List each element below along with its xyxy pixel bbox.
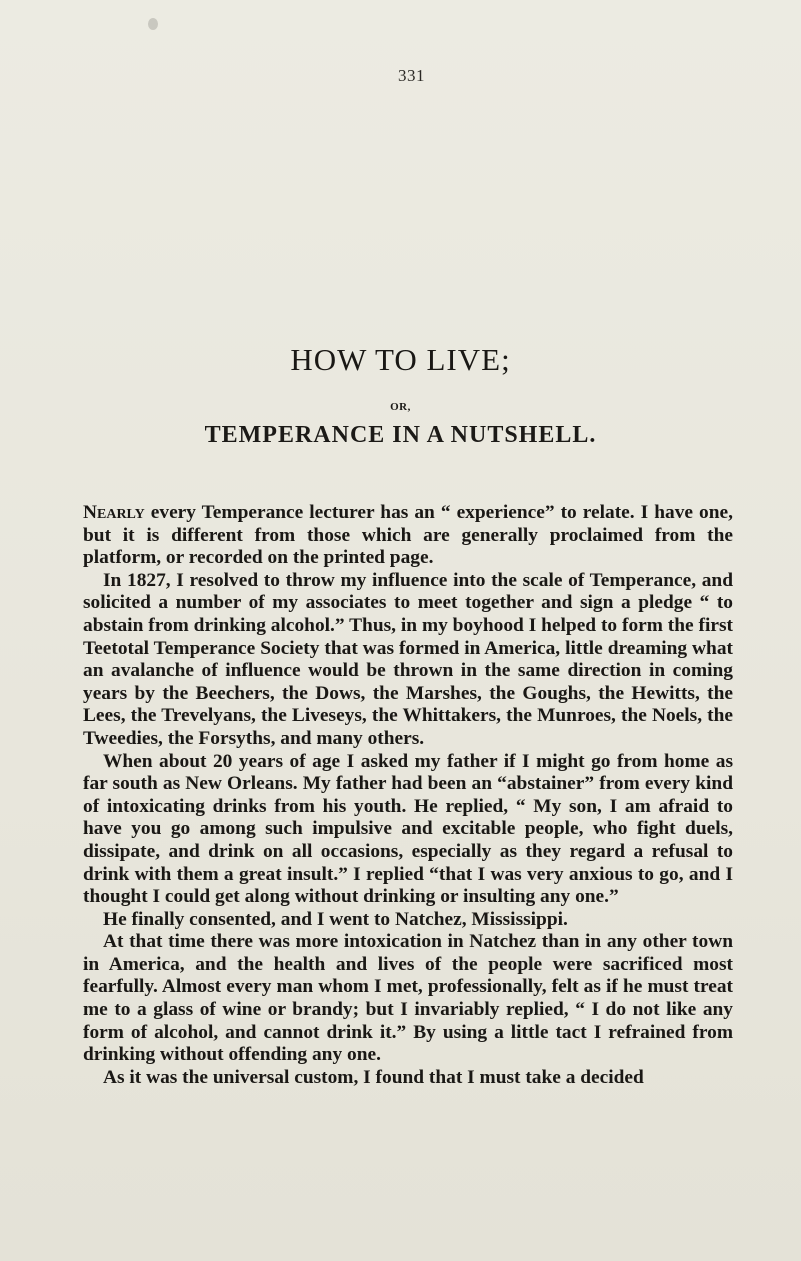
page-number: 331 [398,66,425,85]
paragraph-4: He finally consented, and I went to Natchez, Mississippi. [103,908,568,930]
opening-word: Nearly [83,502,145,523]
paragraph-2: In 1827, I resolved to throw my influence into the scale of Temperance, and solicited a number of my associates to meet together and sign a pledge “ to abstain from drinking alcohol.” Thus, in my boyhood I helped to form the first Teetotal Temperance Society that was formed in America, little dreaming what an avalanche of influence would be thrown in the same direction in coming years by the Beechers, the Dows, the Marshes, the Goughs, the Hewitts, the Lees, the Trevelyans, the Liveseys, the Whittakers, the Munroes, the Noels, the Tweedies, the Forsyths, and many others. [83,569,733,749]
paragraph-6: As it was the universal custom, I found that I must take a decided [103,1066,644,1088]
paragraph-1-text: every Temperance lecturer has an “ experience” to relate. I have one, but it is different from those which are generally proclaimed from the platform, or recorded on the printed page. [83,502,733,569]
title-conjunction: OR, [390,401,411,413]
chapter-title: HOW TO LIVE; [290,342,511,377]
paragraph-5: At that time there was more intoxication in Natchez than in any other town in America, and the health and lives of the people were sacrificed most fearfully. Almost every man whom I met, professionally, felt as if he must treat me to a glass of wine or brandy; but I invariably replied, “ I do not like any form of alcohol, and cannot drink it.” By using a little tact I refrained from drinking without offending any one. [83,931,733,1066]
paragraph-1 [83,502,733,570]
body-text [83,502,733,1089]
scan-speck [148,18,158,30]
paragraph-3: When about 20 years of age I asked my father if I might go from home as far south as New Orleans. My father had been an “abstainer” from every kind of intoxicating drinks from his youth. He replied, “ My son, I am afraid to have you go among such impulsive and excitable people, who fight duels, dissipate, and drink on all occasions, especially as they regard a refusal to drink with them a great insult.” I replied “that I was very anxious to go, and I thought I could get along without drinking or insulting any one.” [83,750,733,908]
chapter-subtitle: TEMPERANCE IN A NUTSHELL. [204,422,597,448]
